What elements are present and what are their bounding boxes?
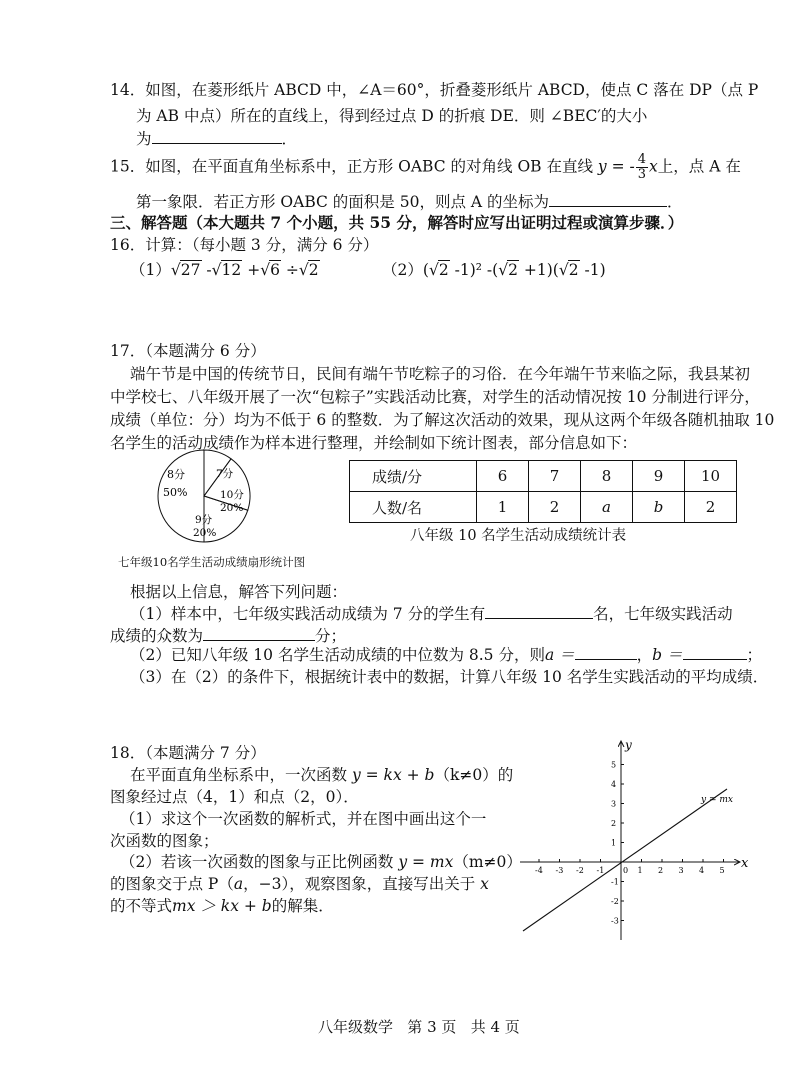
table-cell: 1: [477, 492, 529, 523]
q18-l5: [120, 850, 522, 872]
table-cell: 8: [581, 461, 633, 492]
x-tick-label: 5: [719, 866, 725, 875]
y-tick-label: -2: [611, 897, 619, 906]
q15-line1: [110, 153, 741, 182]
q18-l1: [130, 763, 513, 785]
y-tick-label: 1: [611, 838, 617, 848]
q16-sqrt-6: 6: [270, 261, 280, 279]
table-cell: a: [581, 492, 633, 523]
q16-p2-b: -1)² -(: [449, 261, 499, 279]
q16-p2-root3: 2: [568, 261, 579, 279]
q18-l2: 图象经过点（4，1）和点（2，0）．: [110, 788, 359, 806]
q17-end: ；: [746, 646, 763, 664]
q17-sub1-text2: 名，七年级实践活动: [593, 605, 733, 623]
table-cell: b: [633, 492, 685, 523]
q15-frac-num: 4: [637, 152, 647, 167]
y-tick-label: -3: [611, 916, 619, 926]
line-label: y = mx: [701, 795, 733, 805]
table-caption: 八年级 10 名学生活动成绩统计表: [410, 528, 627, 544]
y-axis-label: y: [625, 738, 632, 752]
q17-mode-blank[interactable]: [203, 625, 315, 641]
x-tick-label: 1: [637, 866, 643, 875]
q14-prefix: 为: [136, 130, 152, 148]
q17-title: 17．（本题满分 6 分）: [110, 342, 266, 360]
q17-para1: 端午节是中国的传统节日，民间有端午节吃粽子的习俗．在今年端午节来临之际，我县某初: [130, 365, 751, 383]
table-cell: 2: [685, 492, 737, 523]
x-tick-label: -1: [596, 866, 605, 875]
q18-l7-ineq: mx ＞ kx + b: [172, 897, 272, 915]
q14-suffix: ．: [281, 130, 298, 148]
q18-l4: 次函数的图象；: [110, 832, 219, 850]
score-table: [349, 460, 737, 523]
q15-eq-rhs: x: [649, 157, 658, 176]
q17-sub1: [130, 602, 733, 624]
table-row: [350, 492, 737, 523]
q17-intro: 根据以上信息，解答下列问题：: [130, 583, 348, 601]
q15-eq-lhs: y = -: [597, 157, 635, 176]
q18-l1-eq: y = kx + b: [351, 766, 435, 784]
x-tick-label: -2: [576, 866, 584, 875]
q15-suffix: ．: [667, 193, 683, 211]
axis-ticks: [535, 761, 725, 926]
q18-title: 18．（本题满分 7 分）: [110, 744, 266, 762]
y-tick-label: 3: [611, 799, 617, 809]
q16-p2-label: （2）: [382, 261, 423, 279]
q18-l5-cond: （m≠0）: [453, 853, 522, 871]
pie-label-8: 8分: [167, 468, 185, 481]
q14-line2: 为 AB 中点）所在的直线上，得到经过点 D 的折痕 DE．则 ∠BEC′的大小: [136, 107, 648, 125]
table-cell: 7: [529, 461, 581, 492]
x-tick-label: 4: [699, 866, 705, 875]
q16-sqrt-12: 12: [221, 261, 242, 279]
q15-answer-blank[interactable]: [549, 191, 667, 207]
x-tick-label: -4: [535, 866, 543, 875]
q17-sub2-text: （2）已知八年级 10 名学生活动成绩的中位数为 8.5 分，则: [130, 646, 545, 664]
q17-para2: 中学校七、八年级开展了一次“包粽子”实践活动比赛，对学生的活动情况按 10 分制进行评分，: [110, 388, 760, 406]
pie-caption: 七年级10名学生活动成绩扇形统计图: [118, 555, 306, 569]
q17-mode-suffix: 分；: [315, 627, 347, 645]
q17-a-blank[interactable]: [575, 644, 637, 660]
pie-label-9: 9分: [195, 514, 213, 526]
origin-label: 0: [623, 866, 629, 875]
q18-l6-a: a: [233, 875, 244, 893]
table-cell: 2: [529, 492, 581, 523]
pie-label-7: 7分: [216, 468, 234, 480]
q17-sub1-blank[interactable]: [485, 603, 593, 619]
table-cell: 9: [633, 461, 685, 492]
q16-sqrt-27: 27: [180, 261, 201, 279]
q18-l5-text: （2）若该一次函数的图象与正比例函数: [120, 853, 394, 871]
q18-l1-cond: （k≠0）的: [434, 766, 514, 784]
q15-text3: 第一象限．若正方形 OABC 的面积是 50，则点 A 的坐标为: [136, 193, 549, 211]
q14-line3: [136, 127, 297, 149]
q18-l7-suffix: 的解集．: [271, 897, 334, 915]
line-y-mx: [523, 789, 727, 931]
q18-l6: [110, 872, 489, 894]
q16-part1: （1）√27 -√12 +√6 ÷√2: [130, 261, 319, 279]
section3-heading: 三、解答题（本大题共 7 个小题，共 55 分，解答时应写出证明过程或演算步骤．）: [110, 213, 684, 232]
q18-l1-text: 在平面直角坐标系中，一次函数: [130, 766, 348, 784]
q18-l5-eq: y = mx: [398, 853, 454, 871]
q17-sep: ，: [636, 646, 653, 664]
x-tick-label: 2: [658, 866, 664, 875]
x-axis-label: x: [741, 856, 749, 871]
coordinate-graph: [515, 735, 755, 945]
q18-l3: （1）求这个一次函数的解析式，并在图中画出这个一: [120, 810, 487, 828]
q18-l7: [110, 894, 334, 916]
q17-mode-text: 成绩的众数为: [110, 627, 204, 645]
q15-line2: [136, 190, 683, 212]
page-footer: 八年级数学 第 3 页 共 4 页: [318, 1018, 520, 1036]
q16-p2-c: +1)(: [518, 261, 559, 279]
pie-label-10-pct: 20%: [220, 502, 244, 514]
q17-para3: 成绩（单位：分）均为不低于 6 的整数．为了解这次活动的效果，现从这两个年级各随机抽取 10: [110, 411, 775, 429]
table-cell: 10: [685, 461, 737, 492]
q16-p2-root1: 2: [438, 261, 449, 279]
q14-answer-blank[interactable]: [152, 128, 282, 144]
x-tick-label: -3: [555, 866, 564, 875]
q15-text: 15．如图，在平面直角坐标系中，正方形 OABC 的对角线 OB 在直线: [110, 157, 593, 176]
q17-sub2: [130, 643, 762, 665]
q18-l6-text: 的图象交于点 P（: [110, 875, 234, 893]
pie-label-9-pct: 20%: [193, 527, 217, 539]
q16-sqrt-2: 2: [308, 261, 319, 279]
q16-p1-label: （1）: [130, 261, 171, 279]
y-tick-label: 5: [611, 760, 617, 770]
pie-chart: [143, 448, 265, 548]
q14-line1: 14．如图，在菱形纸片 ABCD 中，∠A＝60°，折叠菱形纸片 ABCD，使点 C 落在 DP（点 P: [110, 81, 759, 99]
table-cell: 6: [477, 461, 529, 492]
q16-part2: （2）(√2 -1)² -(√2 +1)(√2 -1): [382, 261, 606, 279]
y-tick-label: 2: [611, 819, 617, 828]
q18-l7-text: 的不等式: [110, 897, 173, 915]
q16-title: 16．计算：（每小题 3 分，满分 6 分）: [110, 236, 379, 254]
q18-l6-text2: ，−3），观察图象，直接写出关于: [243, 875, 476, 893]
table-header-count: 人数/名: [350, 492, 477, 523]
q15-frac-den: 3: [637, 167, 647, 182]
pie-label-10: 10分: [220, 489, 244, 501]
x-tick-label: 3: [678, 866, 684, 875]
q16-p2-d: -1): [579, 261, 606, 279]
q17-para4: 名学生的活动成绩作为样本进行整理，并绘制如下统计图表，部分信息如下：: [110, 434, 638, 452]
y-tick-label: 4: [611, 780, 617, 789]
q15-fraction: [636, 153, 648, 182]
q18-l6-x: x: [480, 875, 489, 893]
table-row: [350, 461, 737, 492]
q17-sub1-text: （1）样本中，七年级实践活动成绩为 7 分的学生有: [130, 605, 486, 623]
q17-sub3: （3）在（2）的条件下，根据统计表中的数据，计算八年级 10 名学生实践活动的平均成绩．: [130, 668, 769, 686]
q15-text2: 上，点 A 在: [657, 157, 741, 176]
q17-b-blank[interactable]: [683, 644, 747, 660]
table-header-score: 成绩/分: [350, 461, 477, 492]
q16-p2-root2: 2: [508, 261, 518, 279]
q16-p2-a: (: [422, 261, 429, 279]
q17-b-label: b ＝: [652, 646, 683, 664]
y-tick-label: -1: [611, 877, 619, 887]
q17-a-label: a ＝: [544, 646, 575, 664]
pie-label-8-pct: 50%: [163, 486, 188, 499]
